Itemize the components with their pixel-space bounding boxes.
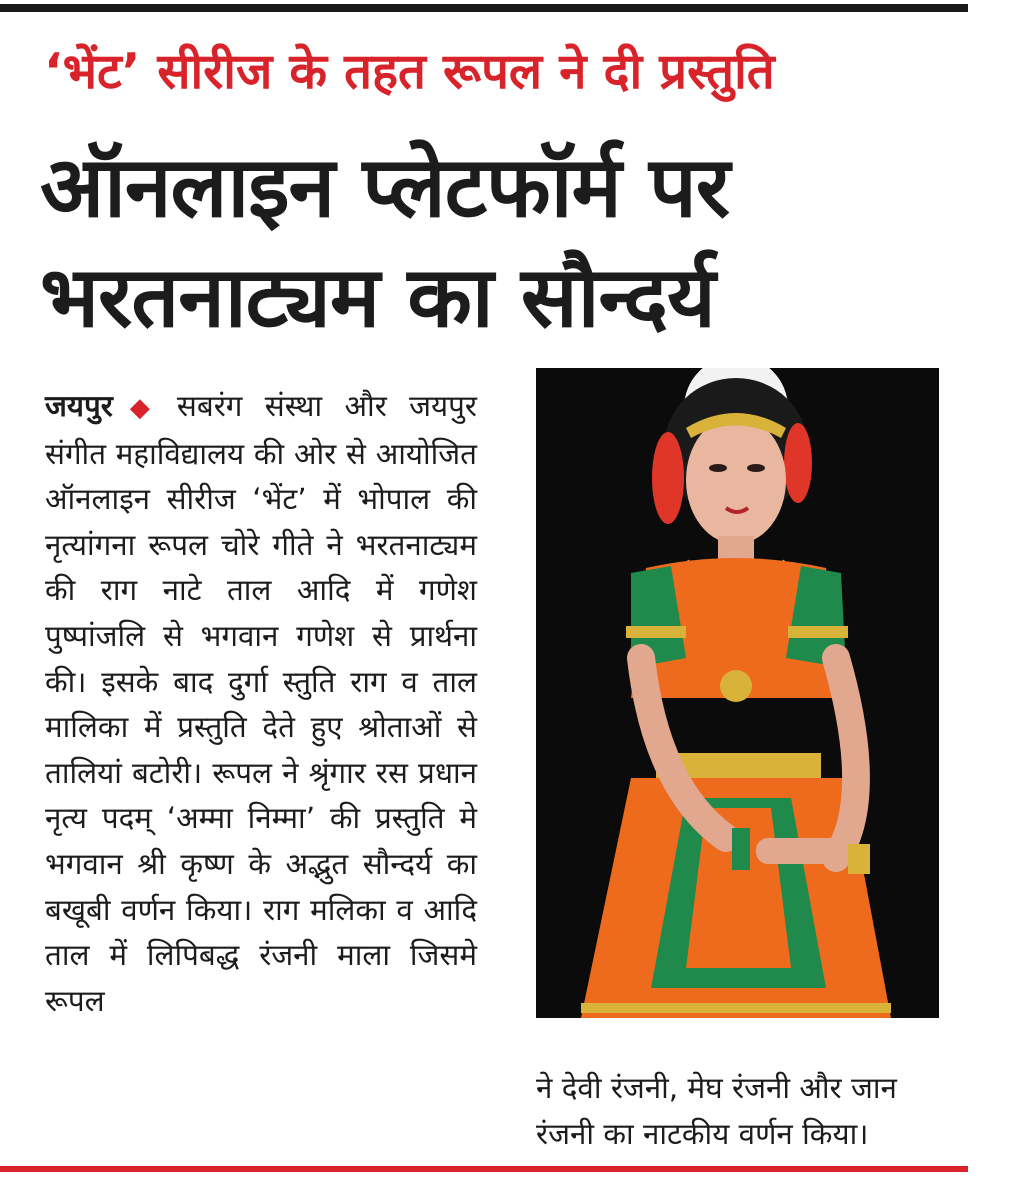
continuation-line-2: रंजनी का नाटकीय वर्णन किया। — [536, 1116, 869, 1151]
article-continuation — [536, 1066, 976, 1157]
top-rule — [0, 4, 968, 12]
dancer-illustration — [536, 368, 939, 1018]
headline-line-2: भरतनाट्यम का सौन्दर्य — [40, 248, 715, 346]
dancer-photo — [536, 368, 939, 1018]
continuation-line-1: ने देवी रंजनी, मेघ रंजनी और जान — [536, 1071, 897, 1105]
kicker-headline: ‘भेंट’ सीरीज के तहत रूपल ने दी प्रस्तुति — [44, 43, 775, 100]
dateline: जयपुर — [45, 389, 113, 423]
article-body — [45, 384, 477, 1024]
main-headline — [40, 132, 980, 352]
dateline-bullet-icon: ◆ — [116, 393, 163, 423]
headline-line-1: ऑनलाइन प्लेटफॉर्म पर — [40, 138, 730, 236]
bottom-rule — [0, 1166, 968, 1172]
article-body-text: सबरंग संस्था और जयपुर संगीत महाविद्यालय की ओर से आयोजित ऑनलाइन सीरीज ‘भेंट’ में भोपाल की नृत्यांगना रूपल चोरे गीते ने भरतनाट्यम की राग नाटे ताल आदि में गणेश पुष्पांजलि से भगवान गणेश से प्रार्थना की। इसके बाद दुर्गा स्तुति राग व ताल मालिका में प्रस्तुति देते हुए श्रोताओं से तालियां बटोरी। रूपल ने श्रृंगार रस प्रधान नृत्य पदम् ‘अम्मा निम्मा’ की प्रस्तुति मे भगवान श्री कृष्ण के अद्भुत सौन्दर्य का बखूबी वर्णन किया। राग मलिका व आदि ताल में लिपिबद्ध रंजनी माला जिसमे रूपल — [45, 389, 477, 1018]
